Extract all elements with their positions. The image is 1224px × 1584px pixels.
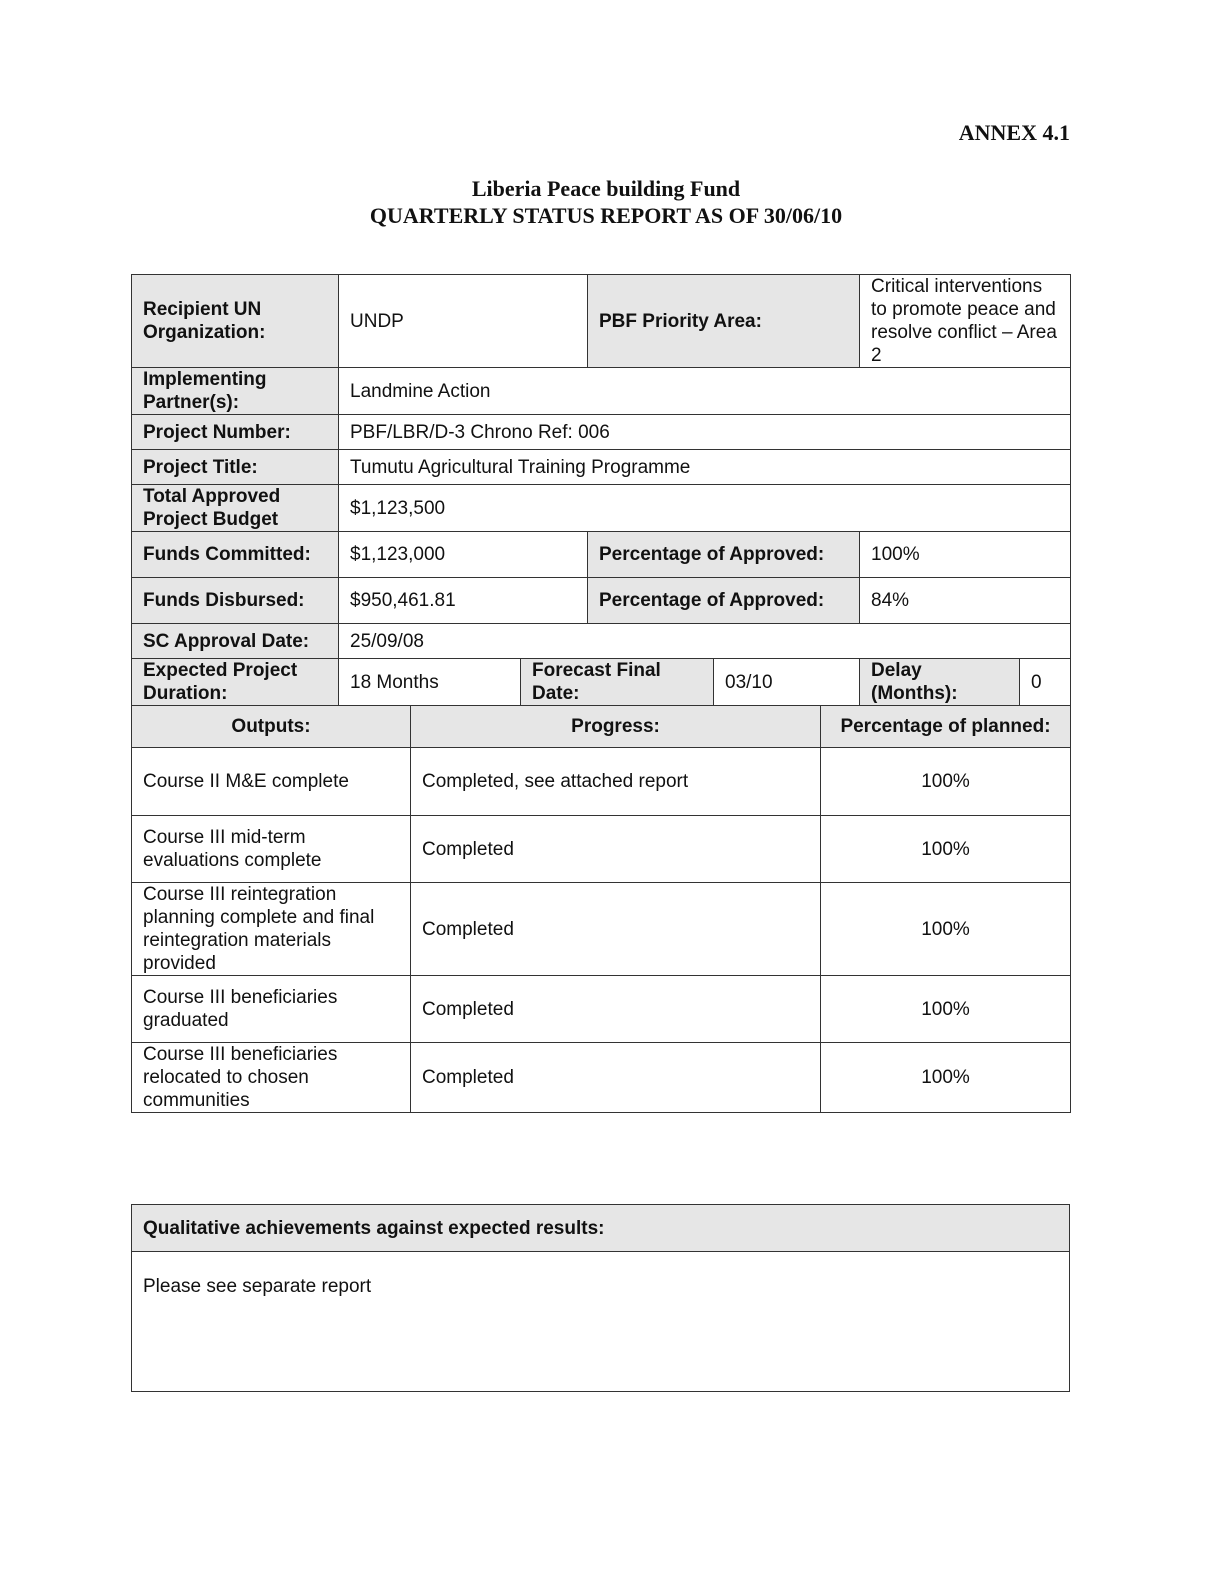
recipient-label: Recipient UN Organization: bbox=[132, 275, 339, 368]
disbursed-pct-label: Percentage of Approved: bbox=[588, 578, 860, 624]
recipient-value: UNDP bbox=[339, 275, 588, 368]
forecast-value: 03/10 bbox=[714, 659, 860, 706]
title-fund: Liberia Peace building Fund bbox=[471, 176, 741, 201]
output-cell: Course III beneficiaries graduated bbox=[132, 976, 411, 1043]
output-cell: Course II M&E complete bbox=[132, 748, 411, 816]
committed-pct-value: 100% bbox=[860, 532, 1071, 578]
sc-approval-label: SC Approval Date: bbox=[132, 624, 339, 659]
title-report: QUARTERLY STATUS REPORT AS OF 30/06/10 bbox=[369, 203, 843, 228]
disbursed-pct-value: 84% bbox=[860, 578, 1071, 624]
progress-cell: Completed bbox=[411, 816, 821, 883]
qualitative-body: Please see separate report bbox=[132, 1252, 1070, 1392]
budget-value: $1,123,500 bbox=[339, 485, 1071, 532]
forecast-label: Forecast Final Date: bbox=[521, 659, 714, 706]
budget-label: Total Approved Project Budget bbox=[132, 485, 339, 532]
duration-value: 18 Months bbox=[339, 659, 521, 706]
qualitative-heading: Qualitative achievements against expected results: bbox=[132, 1205, 1070, 1252]
outputs-header: Outputs: bbox=[132, 706, 411, 748]
table-row bbox=[132, 816, 1071, 883]
disbursed-value: $950,461.81 bbox=[339, 578, 588, 624]
sc-approval-value: 25/09/08 bbox=[339, 624, 1071, 659]
table-row bbox=[132, 748, 1071, 816]
project-title-label: Project Title: bbox=[132, 450, 339, 485]
project-info-table bbox=[131, 274, 1071, 706]
percentage-cell: 100% bbox=[821, 976, 1071, 1043]
report-title bbox=[0, 175, 1212, 229]
annex-number: ANNEX 4.1 bbox=[958, 120, 1070, 145]
progress-cell: Completed bbox=[411, 883, 821, 976]
percentage-cell: 100% bbox=[821, 883, 1071, 976]
project-title-value: Tumutu Agricultural Training Programme bbox=[339, 450, 1071, 485]
delay-label: Delay (Months): bbox=[860, 659, 1020, 706]
table-row bbox=[132, 883, 1071, 976]
committed-label: Funds Committed: bbox=[132, 532, 339, 578]
output-cell: Course III beneficiaries relocated to chosen communities bbox=[132, 1043, 411, 1113]
table-row bbox=[132, 1043, 1071, 1113]
disbursed-label: Funds Disbursed: bbox=[132, 578, 339, 624]
outputs-table bbox=[131, 705, 1071, 1113]
priority-label: PBF Priority Area: bbox=[588, 275, 860, 368]
percentage-cell: 100% bbox=[821, 1043, 1071, 1113]
percentage-cell: 100% bbox=[821, 748, 1071, 816]
partner-value: Landmine Action bbox=[339, 368, 1071, 415]
progress-cell: Completed bbox=[411, 976, 821, 1043]
progress-cell: Completed bbox=[411, 1043, 821, 1113]
delay-value: 0 bbox=[1020, 659, 1071, 706]
progress-cell: Completed, see attached report bbox=[411, 748, 821, 816]
percentage-cell: 100% bbox=[821, 816, 1071, 883]
progress-header: Progress: bbox=[411, 706, 821, 748]
duration-label: Expected Project Duration: bbox=[132, 659, 339, 706]
output-cell: Course III reintegration planning complete and final reintegration materials provided bbox=[132, 883, 411, 976]
committed-value: $1,123,000 bbox=[339, 532, 588, 578]
committed-pct-label: Percentage of Approved: bbox=[588, 532, 860, 578]
table-row bbox=[132, 976, 1071, 1043]
partner-label: Implementing Partner(s): bbox=[132, 368, 339, 415]
output-cell: Course III mid-term evaluations complete bbox=[132, 816, 411, 883]
percentage-header: Percentage of planned: bbox=[821, 706, 1071, 748]
project-number-label: Project Number: bbox=[132, 415, 339, 450]
project-number-value: PBF/LBR/D-3 Chrono Ref: 006 bbox=[339, 415, 1071, 450]
priority-value: Critical interventions to promote peace and resolve conflict – Area 2 bbox=[860, 275, 1071, 368]
qualitative-table bbox=[131, 1204, 1070, 1392]
